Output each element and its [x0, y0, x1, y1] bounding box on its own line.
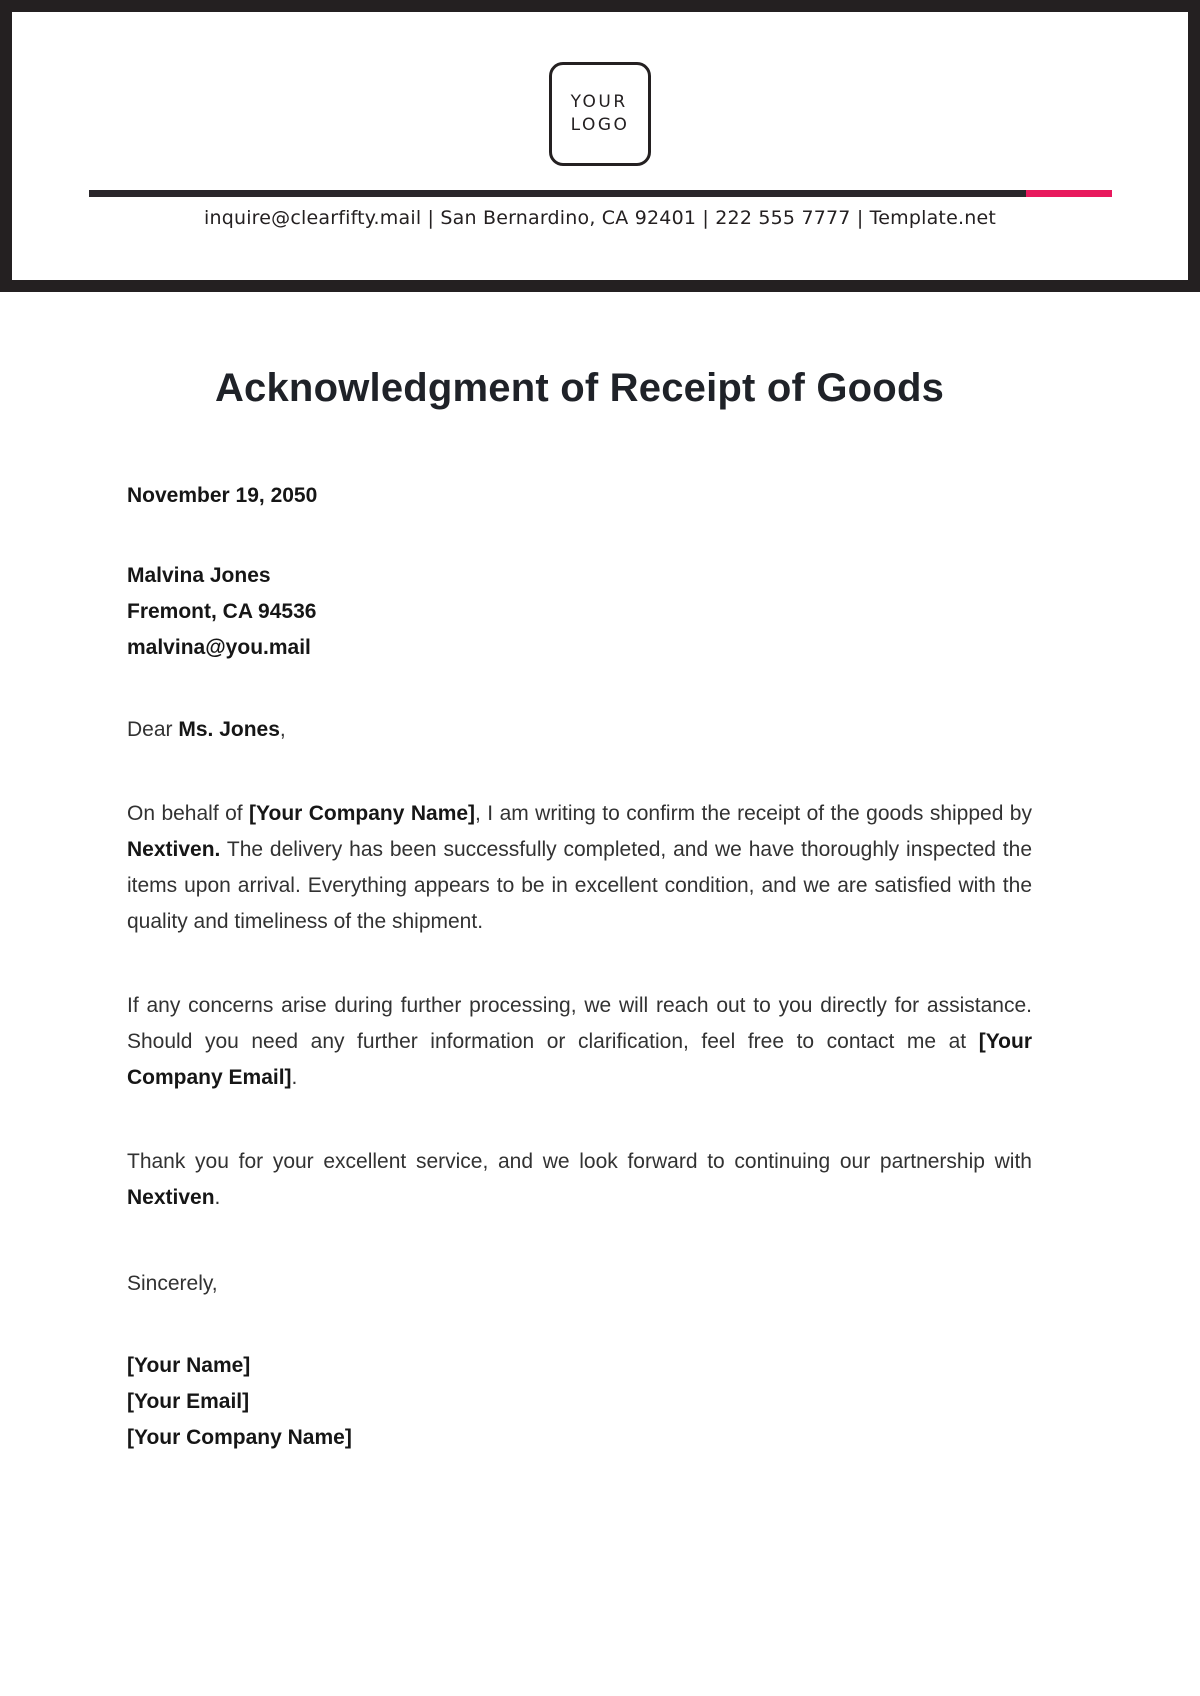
- logo-line-1: YOUR: [570, 92, 628, 112]
- contact-info: inquire@clearfifty.mail | San Bernardino, CA 92401 | 222 555 7777 | Template.net: [203, 207, 996, 229]
- recipient-block: [127, 558, 1032, 666]
- salutation: Dear Ms. Jones,: [127, 718, 286, 741]
- letterhead: [0, 0, 1200, 292]
- logo-text: [571, 91, 630, 137]
- closing-salutation: Sincerely,: [127, 1272, 218, 1295]
- letter-date: November 19, 2050: [127, 484, 318, 507]
- divider-dark-segment: [89, 190, 1026, 197]
- recipient-email: malvina@you.mail: [127, 636, 311, 659]
- paragraph-further-assistance: If any concerns arise during further processing, we will reach out to you directly for assistance. Should you need any further information or clarification, feel free to contact me at [Your Company Email].: [127, 994, 1032, 1089]
- signature-name: [Your Name]: [127, 1354, 251, 1377]
- company-logo: [549, 62, 651, 166]
- divider-accent-segment: [1026, 190, 1112, 197]
- logo-line-2: LOGO: [570, 115, 630, 135]
- signature-email: [Your Email]: [127, 1390, 250, 1413]
- page-title: Acknowledgment of Receipt of Goods: [214, 366, 945, 410]
- recipient-address: Fremont, CA 94536: [127, 600, 317, 623]
- paragraph-receipt-confirmation: On behalf of [Your Company Name], I am writing to confirm the receipt of the goods shipped by Nextiven. The delivery has been successfully completed, and we have thoroughly inspected the items upon arrival. Everything appears to be in excellent condition, and we are satisfied with the quality and timeliness of the shipment.: [127, 802, 1032, 933]
- letter-body: [0, 364, 1200, 1456]
- paragraph-thank-you: Thank you for your excellent service, and we look forward to continuing our partnership with Nextiven.: [127, 1150, 1032, 1209]
- signature-block: [127, 1348, 1032, 1456]
- signature-company: [Your Company Name]: [127, 1426, 352, 1449]
- header-divider: [89, 190, 1112, 197]
- recipient-name: Malvina Jones: [127, 564, 271, 587]
